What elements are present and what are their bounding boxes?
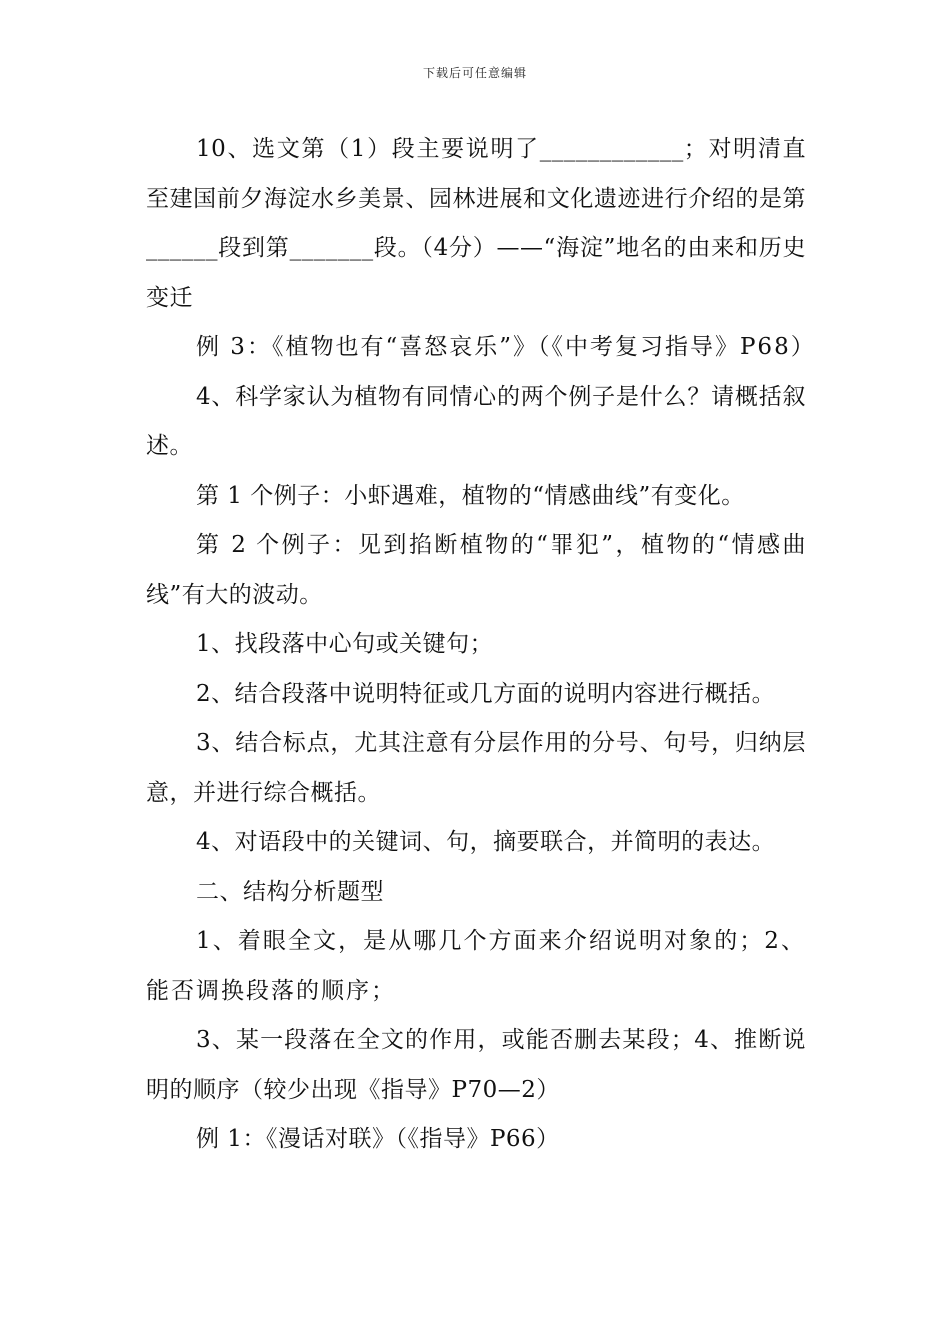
paragraph-structure-3-4: 3、某一段落在全文的作用，或能否删去某段；4、推断说明的顺序（较少出现《指导》P70—2） (146, 1027, 806, 1103)
paragraph-method-1: 1、找段落中心句或关键句； (196, 631, 494, 657)
document-body (146, 125, 816, 1165)
paragraph-question-10: 10、选文第（1）段主要说明了____________；对明清直至建国前夕海淀水乡美景、园林进展和文化遗迹进行介绍的是第______段到第_______段。（4分）——“海淀”地名的由来和历史变迁 (146, 136, 806, 311)
paragraph-method-3: 3、结合标点，尤其注意有分层作用的分号、句号，归纳层意，并进行综合概括。 (146, 730, 806, 806)
paragraph-structure-1-2: 1、着眼全文，是从哪几个方面来介绍说明对象的；2、能否调换段落的顺序； (146, 928, 806, 1004)
paragraph-answer-example-1: 第 1 个例子：小虾遇难，植物的“情感曲线”有变化。 (196, 482, 745, 509)
page-header: 下载后可任意编辑 (422, 66, 527, 80)
paragraph-example-1: 例 1：《漫话对联》（《指导》P66） (196, 1126, 560, 1152)
paragraph-method-4: 4、对语段中的关键词、句，摘要联合，并简明的表达。 (196, 829, 776, 855)
paragraph-method-2: 2、结合段落中说明特征或几方面的说明内容进行概括。 (196, 680, 776, 707)
paragraph-example-3: 例 3：《植物也有“喜怒哀乐”》（《中考复习指导》P68） (196, 334, 816, 360)
paragraph-question-4: 4、科学家认为植物有同情心的两个例子是什么？请概括叙述。 (146, 383, 806, 459)
paragraph-answer-example-2: 第 2 个例子：见到掐断植物的“罪犯”，植物的“情感曲线”有大的波动。 (146, 532, 806, 608)
section-heading-structure: 二、结构分析题型 (196, 878, 384, 905)
